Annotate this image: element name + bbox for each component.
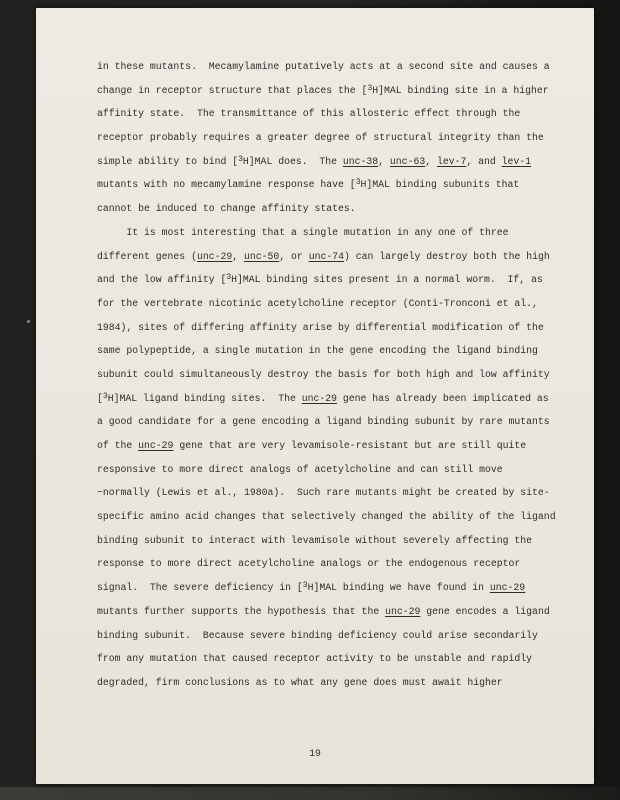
scanner-bed-edge bbox=[0, 787, 620, 800]
text-line: same polypeptide, a single mutation in the gene encoding the ligand binding bbox=[97, 345, 538, 357]
text-line: mutants further supports the hypothesis that the unc-29 gene encodes a ligand bbox=[97, 605, 550, 617]
text-line: 1984), sites of differing affinity arise by differential modification of the bbox=[97, 321, 544, 333]
text-line: in these mutants. Mecamylamine putatively acts at a second site and causes a bbox=[97, 61, 550, 72]
text-line: specific amino acid changes that selectively changed the ability of the ligand bbox=[97, 511, 556, 523]
text-line: response to more direct acetylcholine analogs or the endogenous receptor bbox=[97, 558, 521, 570]
text-line: of the unc-29 gene that are very levamisole-resistant but are still quite bbox=[97, 440, 527, 451]
text-line: [$^3$H]MAL ligand binding sites. The unc-29 gene has already been implicated as bbox=[97, 391, 549, 404]
text-line: receptor probably requires a greater degree of structural integrity than the bbox=[97, 132, 544, 144]
superscript-isotope: 3 bbox=[302, 581, 308, 591]
underlined-gene-name: unc-29 bbox=[301, 392, 337, 404]
text-line: binding subunit to interact with levamisole without severely affecting the bbox=[97, 534, 533, 546]
text-line: mutants with no mecamylamine response have [$^3$H]MAL binding subunits that bbox=[97, 178, 520, 191]
text-line: It is most interesting that a single mutation in any one of three bbox=[97, 226, 509, 238]
text-line: and the low affinity [$^3$H]MAL binding sites present in a normal worm. If, as bbox=[97, 273, 543, 286]
scan-speck bbox=[27, 320, 30, 323]
text-line: responsive to more direct analogs of acetylcholine and can still move bbox=[97, 463, 503, 475]
text-line: a good candidate for a gene encoding a ligand binding subunit by rare mutants bbox=[97, 416, 550, 428]
text-line: different genes (unc-29, unc-50, or unc-74) can largely destroy both the high bbox=[97, 250, 550, 262]
superscript-isotope: 3 bbox=[102, 391, 108, 401]
paragraph bbox=[97, 221, 567, 695]
underlined-gene-name: unc-29 bbox=[489, 582, 526, 594]
underlined-gene-name: unc-38 bbox=[342, 155, 379, 167]
superscript-isotope: 3 bbox=[355, 178, 361, 188]
underlined-gene-name: unc-74 bbox=[308, 250, 344, 262]
text-line: simple ability to bind [$^3$H]MAL does. The unc-38, unc-63, lev-7, and lev-1 bbox=[97, 154, 532, 167]
paragraph bbox=[97, 55, 567, 221]
underlined-gene-name: unc-63 bbox=[389, 155, 426, 167]
superscript-isotope: 3 bbox=[226, 273, 232, 283]
text-line: change in receptor structure that places the [$^3$H]MAL binding site in a higher bbox=[97, 83, 549, 96]
document-body bbox=[97, 55, 567, 695]
text-line: from any mutation that caused receptor activity to be unstable and rapidly bbox=[97, 653, 533, 665]
underlined-gene-name: unc-50 bbox=[244, 250, 280, 262]
text-line: affinity state. The transmittance of this allosteric effect through the bbox=[97, 108, 521, 120]
page-number: 19 bbox=[309, 748, 321, 759]
text-line: ~normally (Lewis et al., 1980a). Such rare mutants might be created by site- bbox=[97, 487, 550, 499]
superscript-isotope: 3 bbox=[238, 154, 243, 164]
scanned-page bbox=[36, 8, 594, 784]
underlined-gene-name: lev-1 bbox=[501, 155, 532, 167]
superscript-isotope: 3 bbox=[367, 83, 373, 93]
text-line: signal. The severe deficiency in [$^3$H]MAL binding we have found in unc-29 bbox=[97, 581, 526, 594]
underlined-gene-name: unc-29 bbox=[385, 605, 421, 617]
underlined-gene-name: unc-29 bbox=[196, 250, 233, 262]
text-line: cannot be induced to change affinity states. bbox=[97, 203, 356, 215]
text-line: degraded, firm conclusions as to what any gene does must await higher bbox=[97, 676, 503, 688]
text-line: subunit could simultaneously destroy the basis for both high and low affinity bbox=[97, 368, 550, 380]
text-line: binding subunit. Because severe binding deficiency could arise secondarily bbox=[97, 629, 538, 641]
text-line: for the vertebrate nicotinic acetylcholine receptor (Conti-Tronconi et al., bbox=[97, 297, 538, 309]
underlined-gene-name: lev-7 bbox=[436, 155, 467, 167]
underlined-gene-name: unc-29 bbox=[138, 440, 174, 451]
